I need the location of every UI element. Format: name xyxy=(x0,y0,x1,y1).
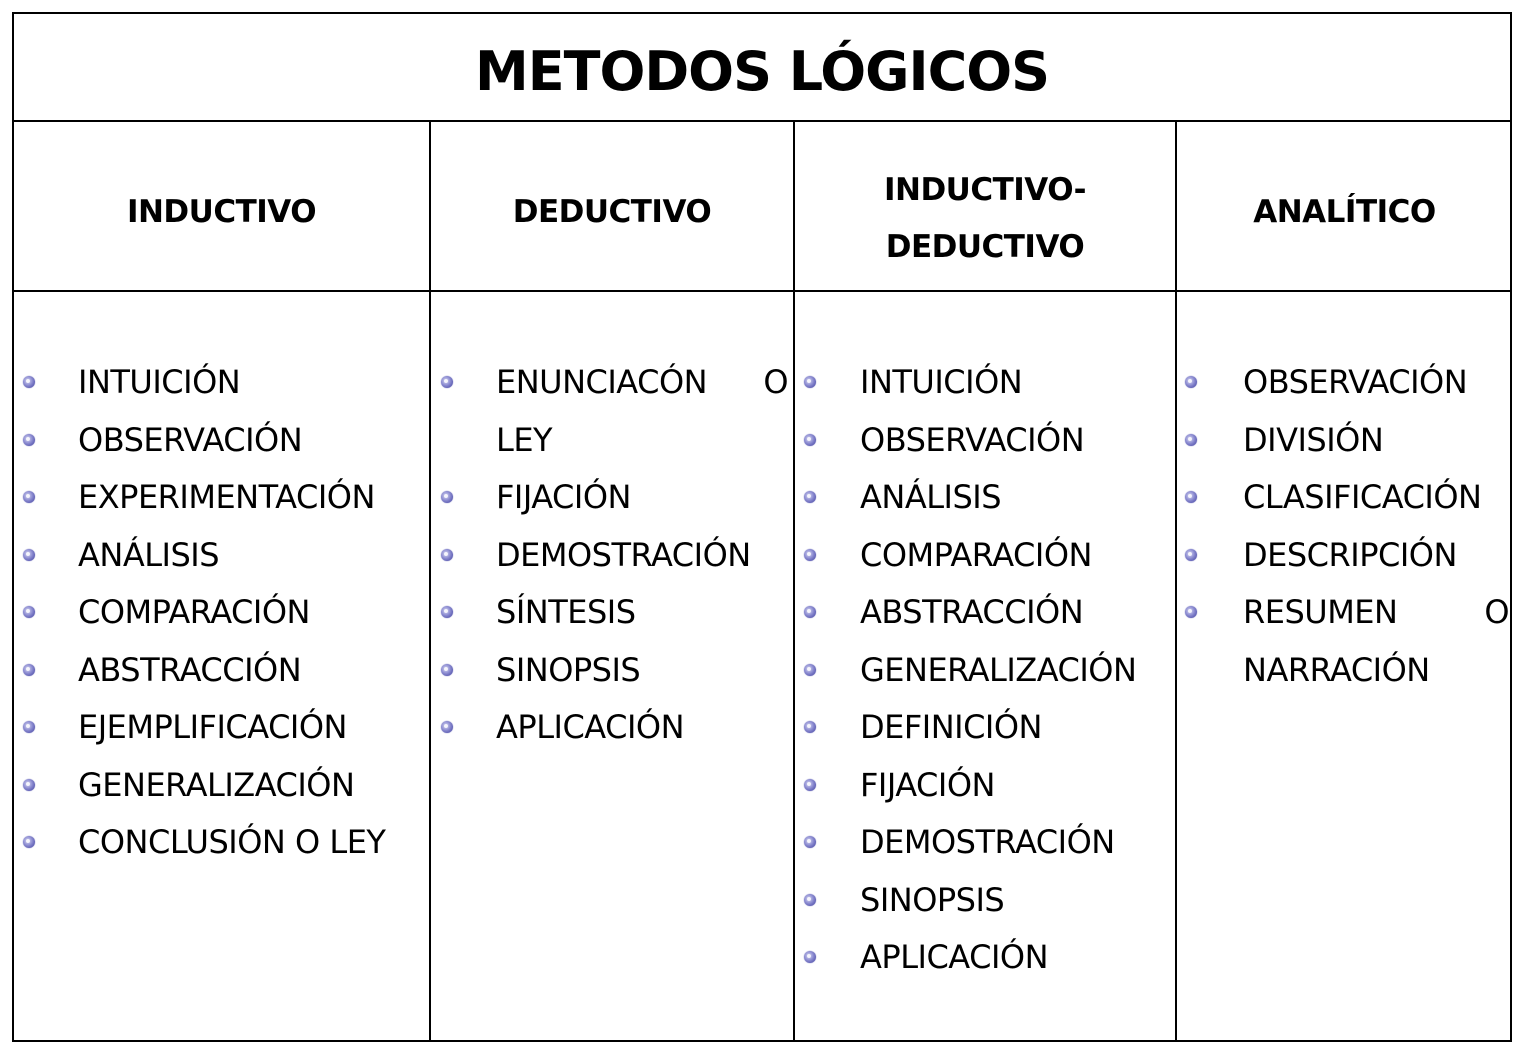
list-item-label: INTUICIÓN xyxy=(78,363,241,401)
list-item-label: EJEMPLIFICACIÓN xyxy=(78,708,347,746)
list-item-label: DIVISIÓN xyxy=(1243,420,1384,459)
list-item-label: SÍNTESIS xyxy=(496,593,636,631)
list-item xyxy=(14,757,429,815)
method-step-list xyxy=(431,354,793,757)
bullet-icon xyxy=(441,376,453,388)
column-heading-line: DEDUCTIVO xyxy=(512,194,712,230)
list-item xyxy=(795,814,1175,872)
list-item-line: LEY xyxy=(496,420,553,459)
list-item-label: SINOPSIS xyxy=(496,650,641,689)
column-heading-line: ANALÍTICO xyxy=(1253,194,1436,230)
list-item-line xyxy=(1243,584,1509,642)
list-item xyxy=(795,699,1175,757)
method-step-list xyxy=(1177,354,1512,699)
list-item xyxy=(795,642,1175,700)
list-item-label: DEMOSTRACIÓN xyxy=(860,823,1115,861)
list-item-label: DEMOSTRACIÓN xyxy=(496,535,751,574)
bullet-icon xyxy=(441,491,453,503)
bullet-icon xyxy=(1185,434,1197,446)
list-item-label: APLICACIÓN xyxy=(496,708,685,746)
column-heading-line: INDUCTIVO- xyxy=(883,172,1087,208)
bullet-icon xyxy=(804,779,816,791)
bullet-icon xyxy=(804,951,816,963)
bullet-icon xyxy=(441,664,453,676)
list-item xyxy=(795,354,1175,412)
column-heading-line: DEDUCTIVO xyxy=(885,229,1085,265)
bullet-icon xyxy=(1185,606,1197,618)
list-item-label xyxy=(496,354,788,469)
bullet-icon xyxy=(804,721,816,733)
list-item-label: FIJACIÓN xyxy=(496,478,631,516)
column-heading xyxy=(431,184,793,241)
list-item xyxy=(431,354,793,469)
bullet-icon xyxy=(804,894,816,906)
bullet-icon xyxy=(23,836,35,848)
list-item-word: O xyxy=(763,363,788,401)
bullet-icon xyxy=(804,664,816,676)
bullet-icon xyxy=(1185,549,1197,561)
list-item-label: FIJACIÓN xyxy=(860,765,995,804)
list-item-label: DESCRIPCIÓN xyxy=(1243,535,1457,574)
bullet-icon xyxy=(23,434,35,446)
list-item-label: ABSTRACCIÓN xyxy=(78,650,302,689)
list-item xyxy=(795,872,1175,930)
list-item xyxy=(795,527,1175,585)
bullet-icon xyxy=(441,606,453,618)
method-step-list xyxy=(795,354,1175,987)
bullet-icon xyxy=(23,721,35,733)
bullet-icon xyxy=(23,549,35,561)
list-item-label: ANÁLISIS xyxy=(860,478,1002,516)
list-item xyxy=(431,527,793,585)
list-item xyxy=(14,699,429,757)
bullet-icon xyxy=(23,664,35,676)
list-item-label xyxy=(1243,584,1509,699)
list-item-label: CLASIFICACIÓN xyxy=(1243,478,1482,516)
list-item xyxy=(795,412,1175,470)
list-item-label: ANÁLISIS xyxy=(78,535,220,574)
bullet-icon xyxy=(804,549,816,561)
column-header xyxy=(431,122,793,292)
list-item-label: APLICACIÓN xyxy=(860,938,1049,976)
bullet-icon xyxy=(441,721,453,733)
list-item xyxy=(1177,354,1512,412)
list-item xyxy=(795,584,1175,642)
list-item xyxy=(1177,412,1512,470)
list-item xyxy=(14,642,429,700)
list-item-label: CONCLUSIÓN O LEY xyxy=(78,823,386,861)
list-item-label: DEFINICIÓN xyxy=(860,708,1042,746)
list-item-label: OBSERVACIÓN xyxy=(78,420,303,459)
methods-table xyxy=(12,12,1512,1042)
list-item xyxy=(1177,469,1512,527)
column-header xyxy=(1177,122,1512,292)
list-item-label: OBSERVACIÓN xyxy=(860,420,1085,459)
list-item-label: COMPARACIÓN xyxy=(860,535,1092,574)
column-header xyxy=(795,122,1175,292)
list-item xyxy=(795,757,1175,815)
list-item xyxy=(795,469,1175,527)
method-step-list xyxy=(14,354,429,872)
bullet-icon xyxy=(23,606,35,618)
bullet-icon xyxy=(804,434,816,446)
column-heading xyxy=(14,184,429,241)
bullet-icon xyxy=(23,376,35,388)
bullet-icon xyxy=(804,376,816,388)
column-heading xyxy=(1177,184,1512,241)
column-heading-line: INDUCTIVO xyxy=(126,194,317,230)
bullet-icon xyxy=(23,779,35,791)
column-deductivo xyxy=(429,122,793,1042)
list-item-line xyxy=(496,354,788,412)
list-item xyxy=(14,354,429,412)
list-item-word: RESUMEN xyxy=(1243,593,1398,631)
list-item xyxy=(1177,584,1512,699)
list-item-label: INTUICIÓN xyxy=(860,363,1023,401)
list-item xyxy=(431,584,793,642)
page-title: METODOS LÓGICOS xyxy=(474,39,1050,103)
bullet-icon xyxy=(1185,491,1197,503)
list-item xyxy=(14,469,429,527)
list-item xyxy=(795,929,1175,987)
bullet-icon xyxy=(1185,376,1197,388)
title-row xyxy=(14,14,1510,122)
list-item-label: EXPERIMENTACIÓN xyxy=(78,478,375,516)
list-item xyxy=(14,584,429,642)
list-item-label: ABSTRACCIÓN xyxy=(860,593,1084,631)
list-item-line: NARRACIÓN xyxy=(1243,650,1430,689)
list-item-word: ENUNCIACÓN xyxy=(496,363,708,401)
list-item-label: GENERALIZACIÓN xyxy=(860,650,1137,689)
column-header xyxy=(14,122,429,292)
list-item xyxy=(14,412,429,470)
list-item-label: OBSERVACIÓN xyxy=(1243,363,1468,401)
column-analitico xyxy=(1175,122,1512,1042)
column-inductivo-deductivo xyxy=(793,122,1175,1042)
column-heading xyxy=(795,162,1175,276)
list-item-label: COMPARACIÓN xyxy=(78,593,310,631)
bullet-icon xyxy=(804,606,816,618)
list-item-label: SINOPSIS xyxy=(860,880,1005,919)
list-item xyxy=(1177,527,1512,585)
list-item-label: GENERALIZACIÓN xyxy=(78,765,355,804)
list-item xyxy=(431,469,793,527)
bullet-icon xyxy=(23,491,35,503)
list-item-word: O xyxy=(1484,593,1509,631)
column-inductivo xyxy=(14,122,429,1042)
list-item xyxy=(431,699,793,757)
list-item xyxy=(431,642,793,700)
bullet-icon xyxy=(441,549,453,561)
bullet-icon xyxy=(804,491,816,503)
list-item xyxy=(14,814,429,872)
list-item xyxy=(14,527,429,585)
bullet-icon xyxy=(804,836,816,848)
